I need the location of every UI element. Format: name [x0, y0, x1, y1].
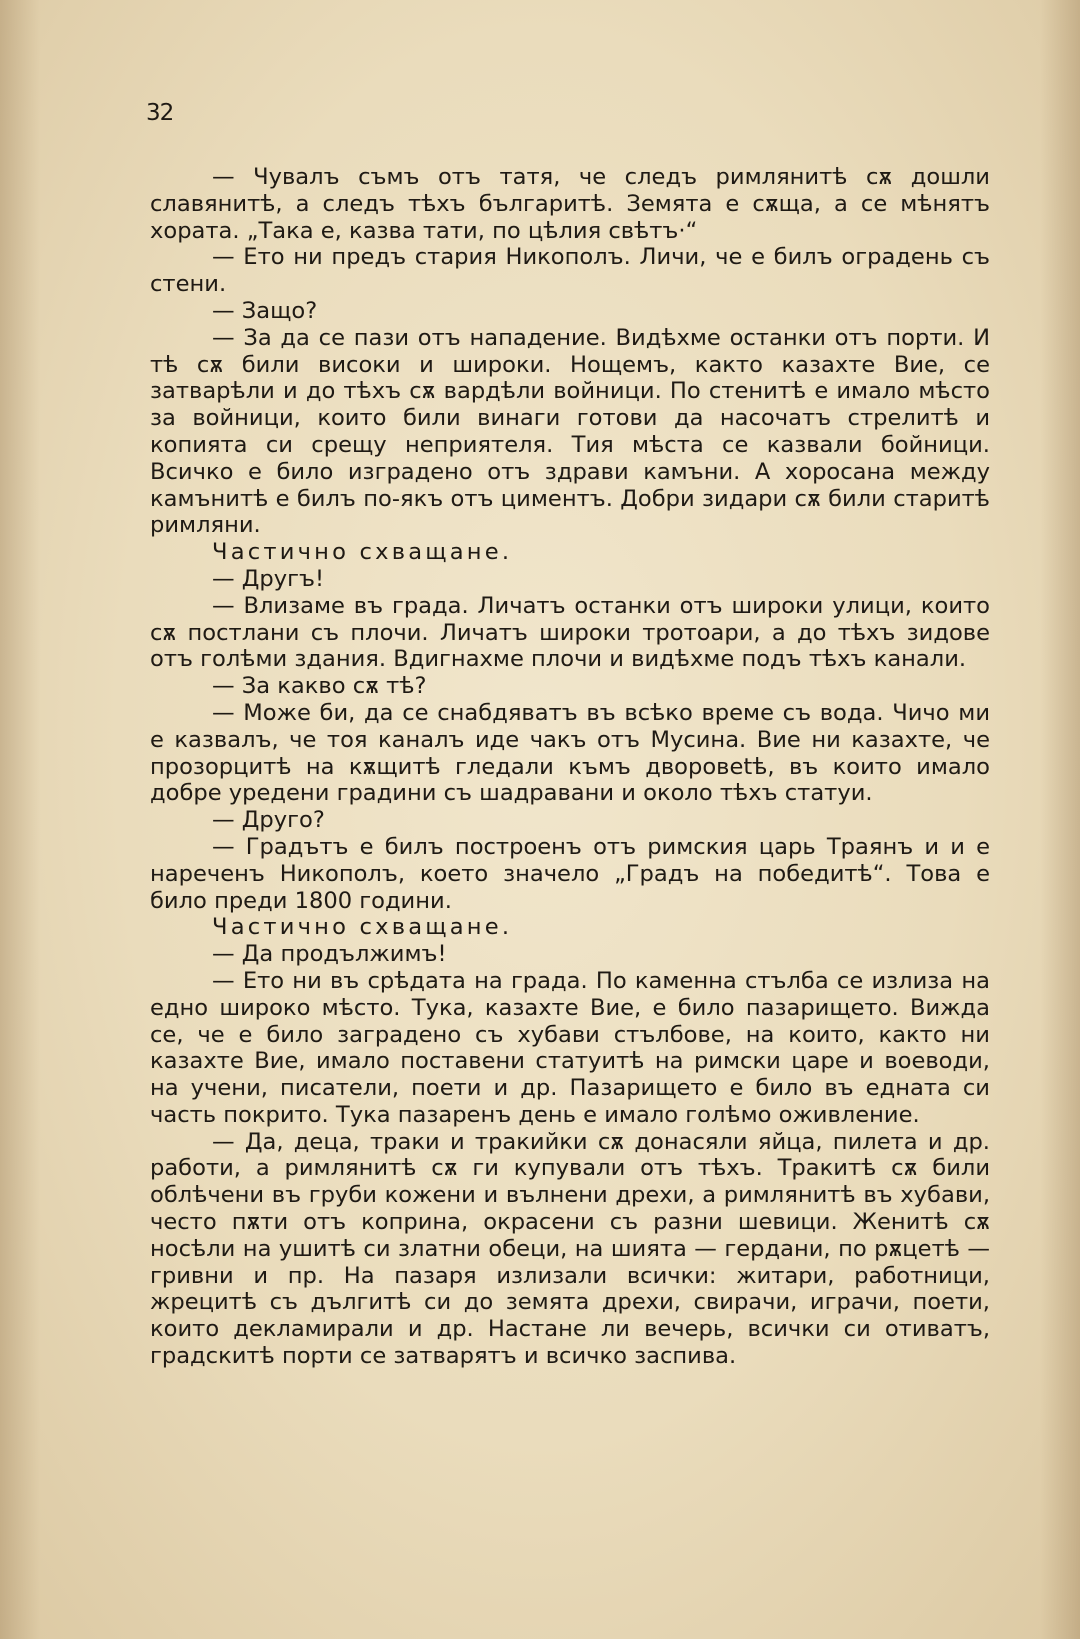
- paragraph: — Градътъ е билъ построенъ отъ римския царь Траянъ и и е нареченъ Никополъ, което значело „Градъ на победитѣ“. Това е било преди 1800 години.: [150, 833, 990, 914]
- page-text: [150, 164, 990, 1370]
- paragraph: — За какво сѫ тѣ?: [212, 673, 427, 700]
- paragraph: — Може би, да се снабдяватъ въ всѣко време съ вода. Чичо ми е казвалъ, че тоя каналъ иде чакъ отъ Мусина. Вие ни казахте, че прозорцитѣ на кѫщитѣ гледали къмъ дворовеtѣ, въ които имало добре уредени градини съ шадравани и около тѣхъ статуи.: [150, 699, 990, 807]
- paragraph: — Защо?: [212, 297, 318, 324]
- paragraph: — Чувалъ съмъ отъ татя, че следъ римлянитѣ сѫ дошли славянитѣ, а следъ тѣхъ българитѣ. Земята е сѫща, а се мѣнятъ хората. „Така е, казва тати, по цѣлия свѣтъ·“: [150, 164, 990, 244]
- paragraph: — Да продължимъ!: [212, 941, 447, 968]
- paragraph: — Да, деца, траки и тракийки сѫ донасяли яйца, пилета и др. работи, а римлянитѣ сѫ ги купували отъ тѣхъ. Тракитѣ сѫ били облѣчени въ груби кожени и вълнени дрехи, а римлянитѣ въ хубави, често пѫти отъ коприна, окрасени съ разни шевици. Женитѣ сѫ носѣли на ушитѣ си златни обеци, на шията — гердани, по рѫцетѣ — гривни и пр. На пазаря излизали всички: житари, работници, жрецитѣ съ дългитѣ си до земята дрехи, свирачи, играчи, поети, които декламирали и др. Настане ли вечерь, всички си отиватъ, градскитѣ порти се затварятъ и всичко заспива.: [150, 1128, 990, 1370]
- paragraph: — Ето ни предъ стария Никополъ. Личи, че е билъ оградень съ стени.: [150, 244, 990, 298]
- section-heading: Частично схващане.: [212, 539, 513, 566]
- paragraph: — Ето ни въ срѣдата на града. По каменна стълба се излиза на едно широко мѣсто. Тука, казахте Вие, е било пазарището. Вижда се, че е било заградено съ хубави стълбове, на които, както ни казахте Вие, имало поставени статуитѣ на римски царе и воеводи, на учени, писатели, поети и др. Пазарището е било въ едната си часть покрито. Тука пазаренъ день е имало голѣмо оживление.: [150, 967, 990, 1128]
- paragraph: — Другъ!: [212, 565, 325, 592]
- paragraph: — Влизаме въ града. Личатъ останки отъ широки улици, които сѫ постлани съ плочи. Личатъ широки тротоари, а до тѣхъ зидове отъ голѣми здания. Вдигнахме плочи и видѣхме подъ тѣхъ канали.: [150, 592, 990, 673]
- paragraph: — За да се пази отъ нападение. Видѣхме останки отъ порти. И тѣ сѫ били високи и широки. Нощемъ, както казахте Вие, се затварѣли и до тѣхъ сѫ вардѣли войници. По стенитѣ е имало мѣсто за войници, които били винаги готови да насочатъ стрелитѣ и копията си срещу неприятеля. Тия мѣста се казвали бойници. Всичко е било изградено отъ здрави камъни. А хоросана между камънитѣ е билъ по-якъ отъ циментъ. Добри зидари сѫ били старитѣ римляни.: [150, 324, 990, 539]
- page-edge-shadow-right: [1040, 0, 1080, 1639]
- page-edge-shadow-left: [0, 0, 40, 1639]
- paragraph: — Друго?: [212, 807, 325, 834]
- section-heading: Частично схващане.: [212, 914, 513, 941]
- page-number: 32: [146, 100, 174, 126]
